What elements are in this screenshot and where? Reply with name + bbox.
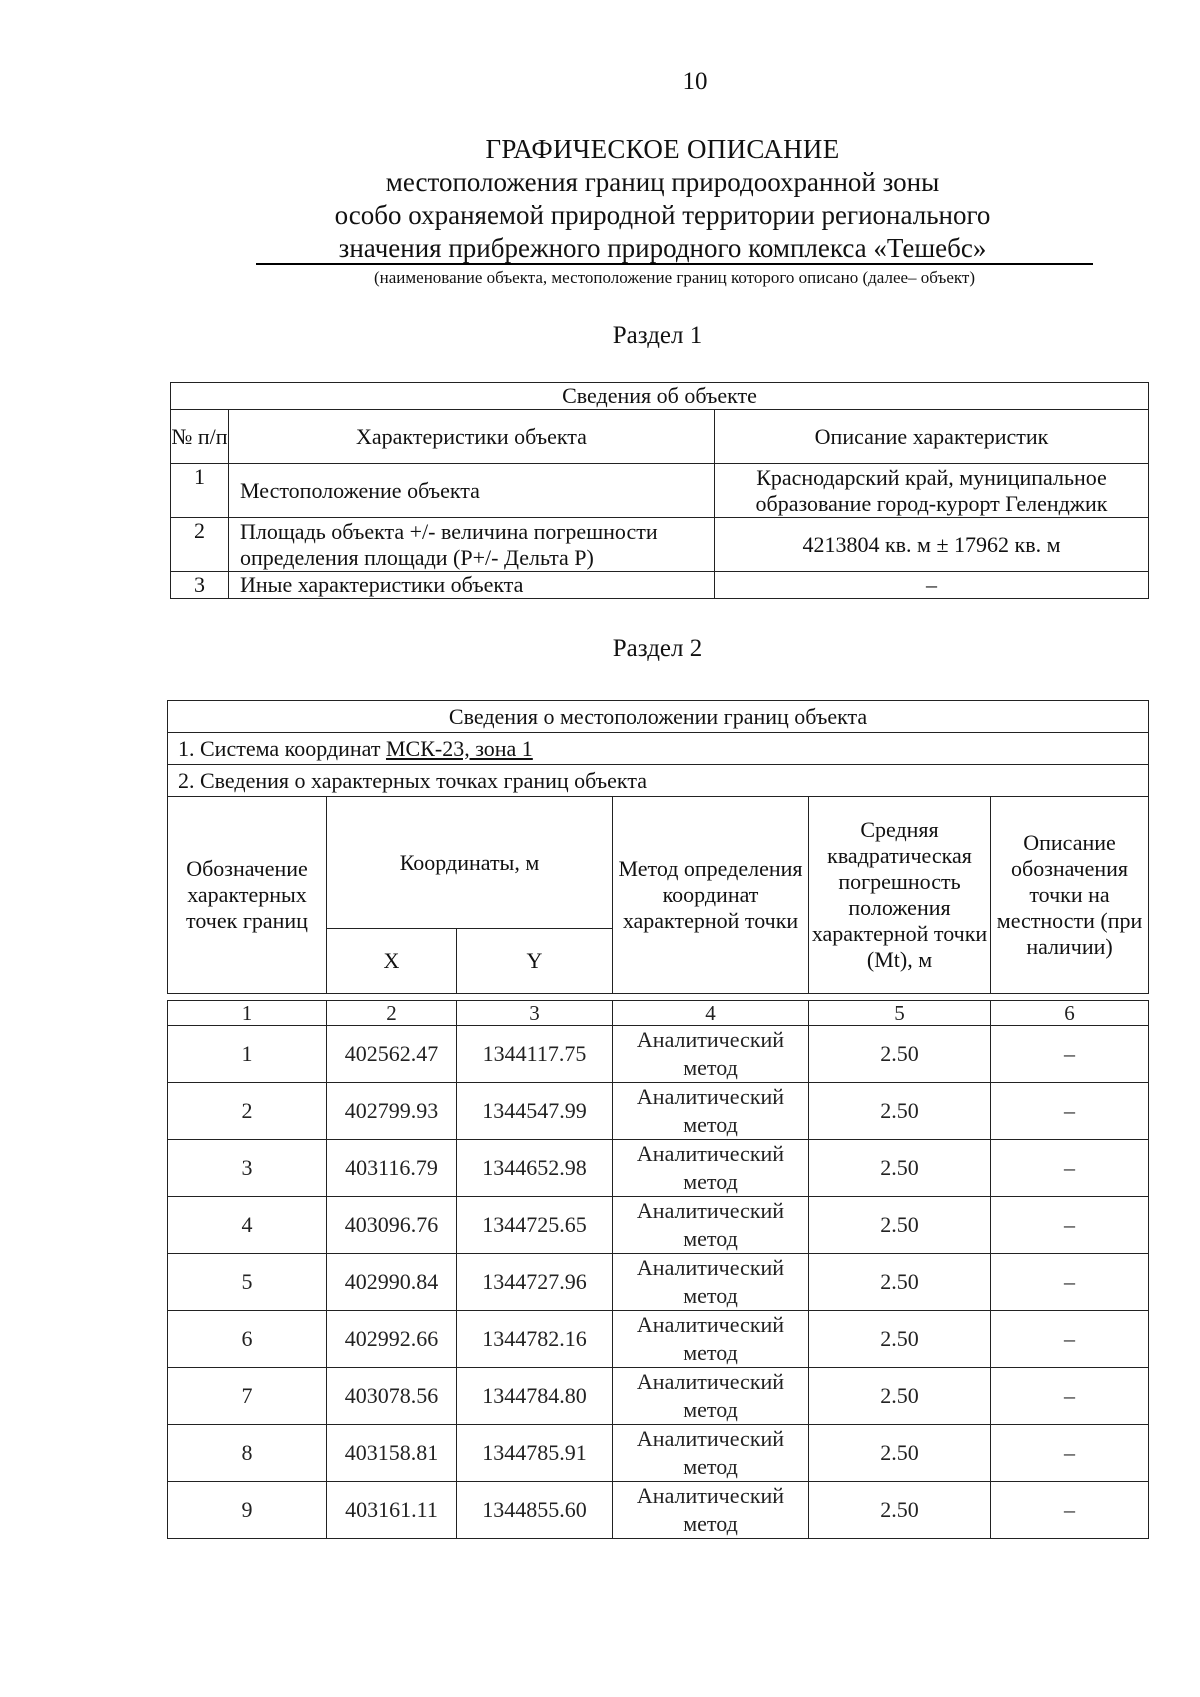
- point-description: –: [991, 1083, 1149, 1140]
- title-caption: (наименование объекта, местоположение границ которого описано (далее– объект): [374, 268, 975, 287]
- row-value: 4213804 кв. м ± 17962 кв. м: [715, 518, 1149, 572]
- table-row: [168, 1425, 1149, 1482]
- row-value: Краснодарский край, муниципальное образование город-курорт Геленджик: [715, 464, 1149, 518]
- column-index-row: [168, 1001, 1149, 1026]
- error-value: 2.50: [809, 1482, 991, 1539]
- row-number: 2: [171, 518, 229, 572]
- header-coordinates: Координаты, м: [327, 797, 613, 929]
- point-description: –: [991, 1482, 1149, 1539]
- header-description: Описание характеристик: [715, 410, 1149, 464]
- point-description: –: [991, 1026, 1149, 1083]
- coord-x: 403158.81: [327, 1425, 457, 1482]
- points-info-title: 2. Сведения о характерных точках границ объекта: [168, 765, 1149, 797]
- title-line-2: местоположения границ природоохранной зоны: [385, 167, 940, 197]
- boundary-location-table: [167, 700, 1149, 994]
- table-row: [168, 1083, 1149, 1140]
- method: Аналитический метод: [613, 1254, 809, 1311]
- point-number: 4: [168, 1197, 327, 1254]
- error-value: 2.50: [809, 1254, 991, 1311]
- header-number: № п/п: [171, 410, 229, 464]
- error-value: 2.50: [809, 1083, 991, 1140]
- error-value: 2.50: [809, 1197, 991, 1254]
- point-description: –: [991, 1197, 1149, 1254]
- method: Аналитический метод: [613, 1083, 809, 1140]
- document-title: [0, 133, 1200, 265]
- error-value: 2.50: [809, 1425, 991, 1482]
- coord-y: 1344117.75: [457, 1026, 613, 1083]
- coord-y: 1344784.80: [457, 1368, 613, 1425]
- header-designation: Обозначение характерных точек границ: [168, 797, 327, 994]
- section-1-title: Раздел 1: [612, 322, 703, 349]
- method: Аналитический метод: [613, 1482, 809, 1539]
- header-error: Средняя квадратическая погрешность положения характерной точки (Mt), м: [809, 797, 991, 994]
- coordinate-system-value: МСК-23, зона 1: [385, 735, 533, 761]
- title-line-3: особо охраняемой природной территории регионального: [334, 200, 991, 230]
- header-x: X: [327, 929, 457, 994]
- coord-y: 1344785.91: [457, 1425, 613, 1482]
- coord-y: 1344782.16: [457, 1311, 613, 1368]
- point-description: –: [991, 1425, 1149, 1482]
- point-number: 2: [168, 1083, 327, 1140]
- point-number: 7: [168, 1368, 327, 1425]
- coord-x: 403096.76: [327, 1197, 457, 1254]
- coord-x: 403161.11: [327, 1482, 457, 1539]
- title-underline: [256, 263, 1093, 265]
- row-characteristic: Иные характеристики объекта: [229, 572, 715, 599]
- title-line-4: значения прибрежного природного комплекса «Тешебс»: [338, 233, 987, 263]
- column-index: 3: [457, 1001, 613, 1026]
- coord-x: 402799.93: [327, 1083, 457, 1140]
- row-number: 3: [171, 572, 229, 599]
- table-row: [168, 1140, 1149, 1197]
- method: Аналитический метод: [613, 1425, 809, 1482]
- coord-x: 402562.47: [327, 1026, 457, 1083]
- table-row: [168, 1482, 1149, 1539]
- table-row: [168, 1368, 1149, 1425]
- coord-x: 403116.79: [327, 1140, 457, 1197]
- method: Аналитический метод: [613, 1140, 809, 1197]
- error-value: 2.50: [809, 1026, 991, 1083]
- table-row: [168, 1311, 1149, 1368]
- table-row: [168, 1026, 1149, 1083]
- point-number: 9: [168, 1482, 327, 1539]
- coord-y: 1344727.96: [457, 1254, 613, 1311]
- column-index: 1: [168, 1001, 327, 1026]
- table-row: [171, 572, 1149, 599]
- point-description: –: [991, 1368, 1149, 1425]
- coord-y: 1344725.65: [457, 1197, 613, 1254]
- boundary-points-table: [167, 1000, 1149, 1539]
- point-number: 3: [168, 1140, 327, 1197]
- error-value: 2.50: [809, 1311, 991, 1368]
- object-info-table-title: Сведения об объекте: [171, 383, 1149, 410]
- point-number: 6: [168, 1311, 327, 1368]
- section-2-title: Раздел 2: [612, 635, 703, 662]
- row-number: 1: [171, 464, 229, 518]
- method: Аналитический метод: [613, 1311, 809, 1368]
- page-number: 10: [682, 68, 708, 95]
- table-row: [171, 518, 1149, 572]
- column-index: 2: [327, 1001, 457, 1026]
- header-y: Y: [457, 929, 613, 994]
- boundary-table-title: Сведения о местоположении границ объекта: [168, 701, 1149, 733]
- coord-y: 1344547.99: [457, 1083, 613, 1140]
- object-info-table: [170, 382, 1149, 599]
- error-value: 2.50: [809, 1140, 991, 1197]
- coord-x: 403078.56: [327, 1368, 457, 1425]
- header-point-description: Описание обозначения точки на местности (при наличии): [991, 797, 1149, 994]
- coordinate-system: 1. Система координат МСК-23, зона 1: [168, 733, 1149, 765]
- table-row: [171, 464, 1149, 518]
- coord-y: 1344652.98: [457, 1140, 613, 1197]
- column-index: 4: [613, 1001, 809, 1026]
- column-index: 6: [991, 1001, 1149, 1026]
- column-index: 5: [809, 1001, 991, 1026]
- coord-x: 402992.66: [327, 1311, 457, 1368]
- method: Аналитический метод: [613, 1026, 809, 1083]
- table-row: [168, 1254, 1149, 1311]
- error-value: 2.50: [809, 1368, 991, 1425]
- point-description: –: [991, 1254, 1149, 1311]
- point-description: –: [991, 1140, 1149, 1197]
- point-number: 5: [168, 1254, 327, 1311]
- method: Аналитический метод: [613, 1368, 809, 1425]
- header-method: Метод определения координат характерной точки: [613, 797, 809, 994]
- header-characteristics: Характеристики объекта: [229, 410, 715, 464]
- row-value: –: [715, 572, 1149, 599]
- table-row: [168, 1197, 1149, 1254]
- coord-y: 1344855.60: [457, 1482, 613, 1539]
- method: Аналитический метод: [613, 1197, 809, 1254]
- point-number: 8: [168, 1425, 327, 1482]
- title-main: ГРАФИЧЕСКОЕ ОПИСАНИЕ: [485, 134, 840, 164]
- coord-x: 402990.84: [327, 1254, 457, 1311]
- point-number: 1: [168, 1026, 327, 1083]
- row-characteristic: Площадь объекта +/- величина погрешности определения площади (Р+/- Дельта Р): [229, 518, 715, 572]
- row-characteristic: Местоположение объекта: [229, 464, 715, 518]
- point-description: –: [991, 1311, 1149, 1368]
